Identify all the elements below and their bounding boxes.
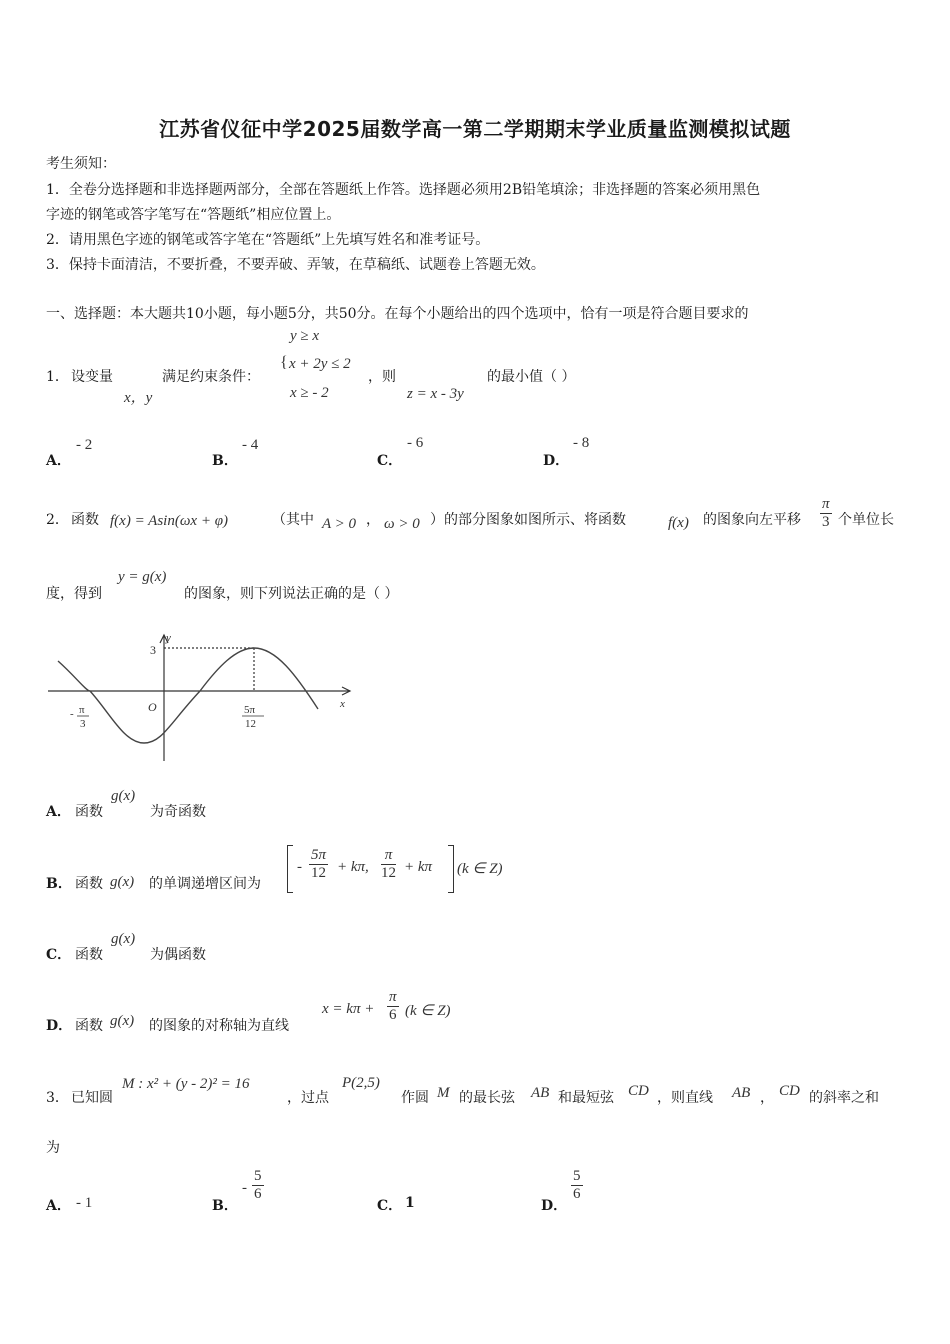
q2-option-c-text-2: 为偶函数 — [150, 947, 206, 963]
q1-number: 1． — [46, 369, 69, 385]
q2-option-c-label[interactable]: C． — [46, 947, 72, 963]
q2-option-b-frac-2-numerator: π — [381, 847, 396, 865]
q2-option-d-denominator: 6 — [389, 1007, 397, 1023]
q3-number: 3． — [46, 1090, 69, 1106]
q2-option-b-label[interactable]: B． — [46, 876, 72, 892]
sine-graph — [40, 625, 360, 765]
q3-point: P(2,5) — [342, 1075, 380, 1091]
q2-text-3: ）的部分图象如图所示、将函数 — [430, 512, 626, 528]
q2-option-c-text: 函数 — [75, 947, 103, 963]
q1-text-4: 的最小值（ ） — [487, 369, 576, 385]
q3-cd: CD — [628, 1083, 649, 1099]
q2-shift-numerator: π — [822, 496, 830, 512]
q1-text-3: ，则 — [368, 369, 396, 385]
graph-left-tick-denominator: 3 — [80, 718, 86, 730]
q3-option-b-frac — [252, 1168, 264, 1203]
q2-number: 2． — [46, 512, 69, 528]
graph-max-label: 3 — [150, 643, 156, 657]
notice-heading: 考生须知： — [46, 156, 116, 172]
q2-line2-text-2: 的图象，则下列说法正确的是（ ） — [184, 586, 399, 602]
q1-option-d-value: - 8 — [573, 435, 590, 451]
q1-constraint-1: y ≥ x — [290, 328, 320, 344]
q2-option-b-condition: (k ∈ Z) — [457, 861, 503, 877]
q2-cond-omega: ω > 0 — [384, 516, 420, 532]
q2-option-a-label[interactable]: A． — [46, 804, 71, 820]
q1-option-a-value: - 2 — [76, 437, 93, 453]
q2-option-a-text: 函数 — [75, 804, 103, 820]
q1-option-b-value: - 4 — [242, 437, 259, 453]
graph-right-tick-denominator: 12 — [245, 718, 256, 730]
q2-option-b-end: + kπ — [404, 859, 433, 875]
q3-text-5: 和最短弦 — [558, 1090, 614, 1106]
q1-vars: x，y — [124, 390, 153, 406]
q3-cd-2: CD — [779, 1083, 800, 1099]
q3-option-a-value: - 1 — [76, 1195, 93, 1211]
q2-option-d-label[interactable]: D． — [46, 1018, 73, 1034]
q2-cond-a: A > 0 — [322, 516, 357, 532]
q2-option-b-frac-1-numerator: 5π — [311, 847, 327, 863]
q2-option-b-g: g(x) — [110, 874, 135, 890]
graph-left-tick-sign: - — [70, 708, 74, 720]
q3-option-d-denominator: 6 — [573, 1186, 581, 1202]
q2-text-2: （其中 — [272, 512, 314, 528]
q3-option-d-frac — [571, 1168, 583, 1203]
q2-option-d-frac — [387, 989, 399, 1024]
graph-y-label: y — [166, 632, 171, 644]
q3-text-2: ，过点 — [287, 1090, 329, 1106]
q2-g: y = g(x) — [118, 569, 167, 585]
q3-text-4: 的最长弦 — [459, 1090, 515, 1106]
q3-text-3: 作圆 — [401, 1090, 429, 1106]
q2-option-b-minus: - — [297, 859, 302, 875]
q2-fx: f(x) — [668, 515, 689, 531]
page-title: 江苏省仪征中学2025届数学高一第二学期期末学业质量监测模拟试题 — [159, 117, 791, 141]
q1-option-d-label[interactable]: D． — [543, 453, 570, 469]
q1-option-a-label[interactable]: A． — [46, 453, 71, 469]
q2-text-5: 个单位长 — [838, 512, 894, 528]
q2-option-b-text: 函数 — [75, 876, 103, 892]
q2-option-d-g: g(x) — [110, 1013, 135, 1029]
q3-option-c-label[interactable]: C． — [377, 1198, 403, 1214]
q1-brace: { — [280, 354, 288, 371]
q1-constraint-3: x ≥ - 2 — [290, 385, 329, 401]
notice-item-3: 3．保持卡面清洁，不要折叠，不要弄破、弄皱，在草稿纸、试题卷上答题无效。 — [46, 257, 545, 273]
q3-option-d-numerator: 5 — [573, 1168, 581, 1184]
q3-ab: AB — [531, 1085, 550, 1101]
q1-objective: z = x - 3y — [407, 386, 464, 402]
q3-option-b-denominator: 6 — [254, 1186, 262, 1202]
q2-option-a-g: g(x) — [111, 788, 136, 804]
sine-curve — [58, 648, 318, 743]
q3-comma: ， — [760, 1090, 774, 1106]
q2-option-d-text-2: 的图象的对称轴为直线 — [149, 1018, 289, 1034]
interval-left-bracket — [287, 845, 293, 893]
graph-x-label: x — [340, 698, 345, 710]
q3-line2: 为 — [46, 1140, 60, 1156]
interval-right-bracket — [448, 845, 454, 893]
q2-text-4: 的图象向左平移 — [703, 512, 801, 528]
q3-option-d-label[interactable]: D． — [541, 1198, 568, 1214]
q3-m: M — [437, 1085, 450, 1101]
q2-option-b-frac-2-denominator: 12 — [381, 865, 396, 881]
q3-text-7: 的斜率之和 — [809, 1090, 879, 1106]
q2-option-b-text-2: 的单调递增区间为 — [149, 876, 261, 892]
notice-item-1: 1．全卷分选择题和非选择题两部分，全部在答题纸上作答。选择题必须用2B铅笔填涂；非选择题的答案必须用黑色 — [46, 182, 761, 198]
q1-constraint-2: x + 2y ≤ 2 — [289, 356, 351, 372]
q2-comma: ， — [366, 512, 380, 528]
graph-left-tick-numerator: π — [79, 704, 85, 716]
q2-option-b-frac-2 — [381, 847, 396, 882]
graph-origin-label: O — [148, 700, 157, 714]
q2-shift-fraction — [820, 496, 832, 531]
q2-option-b-frac-1-denominator: 12 — [311, 865, 326, 881]
q2-option-d-text: 函数 — [75, 1018, 103, 1034]
q2-text: 函数 — [71, 512, 99, 528]
q1-text-2: 满足约束条件： — [162, 369, 260, 385]
q3-circle: M : x² + (y - 2)² = 16 — [122, 1076, 250, 1092]
q1-text: 设变量 — [71, 369, 113, 385]
q3-ab-2: AB — [732, 1085, 751, 1101]
q2-option-d-condition: (k ∈ Z) — [405, 1003, 451, 1019]
section-heading: 一、选择题：本大题共10小题，每小题5分，共50分。在每个小题给出的四个选项中，恰有一项是符合题目要求的 — [46, 306, 749, 322]
q3-text: 已知圆 — [71, 1090, 113, 1106]
q2-option-b-mid: + kπ, — [337, 859, 369, 875]
q3-option-a-label[interactable]: A． — [46, 1198, 71, 1214]
graph-right-tick-numerator: 5π — [244, 704, 256, 716]
q3-option-c-value: 1 — [405, 1195, 415, 1211]
q3-option-b-minus: - — [242, 1180, 247, 1196]
q3-option-b-label[interactable]: B． — [212, 1198, 238, 1214]
q2-line2-text: 度，得到 — [46, 586, 102, 602]
q2-shift-denominator: 3 — [822, 514, 830, 530]
q1-option-c-value: - 6 — [407, 435, 424, 451]
q1-option-c-label[interactable]: C． — [377, 453, 403, 469]
notice-item-1-cont: 字迹的钢笔或答字笔写在“答题纸”相应位置上。 — [46, 207, 341, 223]
q2-option-a-text-2: 为奇函数 — [150, 804, 206, 820]
q3-option-b-numerator: 5 — [254, 1168, 262, 1184]
q2-option-d-numerator: π — [389, 989, 397, 1005]
q2-option-d-x: x = kπ + — [322, 1001, 375, 1017]
q2-option-c-g: g(x) — [111, 931, 136, 947]
notice-item-2: 2．请用黑色字迹的钢笔或答字笔在“答题纸”上先填写姓名和准考证号。 — [46, 232, 490, 248]
q3-text-6: ，则直线 — [657, 1090, 713, 1106]
q2-function: f(x) = Asin(ωx + φ) — [110, 513, 228, 529]
q1-option-b-label[interactable]: B． — [212, 453, 238, 469]
q2-option-b-frac-1 — [309, 847, 328, 882]
